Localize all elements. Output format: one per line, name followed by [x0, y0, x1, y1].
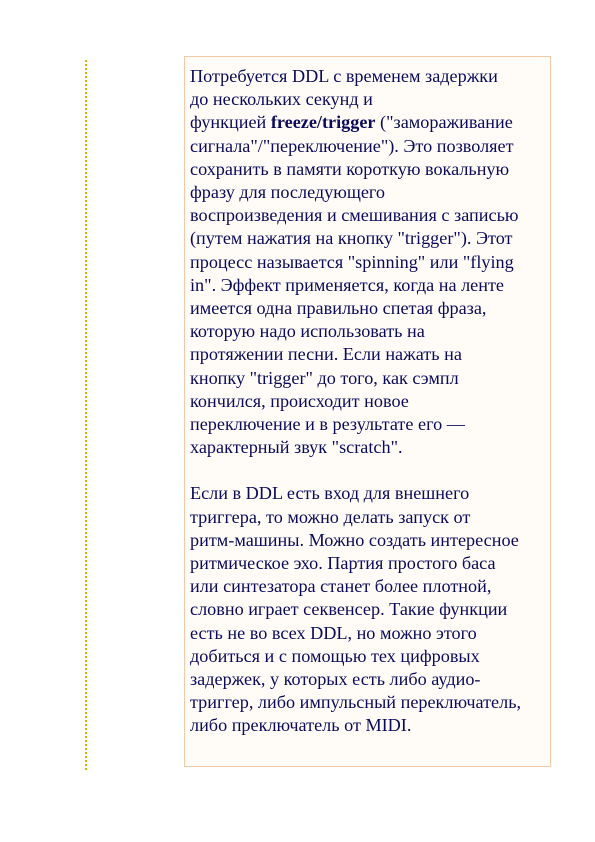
text-line: кончился, происходит новое — [190, 390, 409, 411]
text-line: фразу для последующего — [190, 182, 386, 203]
text-line: сигнала"/"переключение"). Это позволяет — [190, 135, 514, 156]
paragraph-1 — [190, 65, 546, 459]
text-line: процесс называется "spinning" или "flying — [190, 251, 514, 272]
text-line: (путем нажатия на кнопку "trigger"). Этот — [190, 228, 513, 249]
text-line: протяжении песни. Если нажать на — [190, 344, 462, 365]
text-line: которую надо использовать на — [190, 321, 425, 342]
text-segment: функцией — [190, 112, 271, 133]
text-line: или синтезатора станет более плотной, — [190, 576, 492, 597]
text-line: до нескольких секунд и — [190, 89, 373, 110]
text-segment: ("замораживание — [375, 112, 513, 133]
margin-dotted-rule — [85, 60, 87, 770]
paragraph-2 — [190, 482, 546, 737]
text-line: сохранить в памяти короткую вокальную — [190, 158, 510, 179]
text-line: имеется одна правильно спетая фраза, — [190, 298, 487, 319]
text-line: ритм-машины. Можно создать интересное — [190, 529, 519, 550]
text-line: кнопку "trigger" до того, как сэмпл — [190, 367, 459, 388]
text-line-with-term — [190, 111, 546, 134]
text-line: характерный звук "scratch". — [190, 437, 403, 458]
text-line: ритмическое эхо. Партия простого баса — [190, 553, 496, 574]
text-line: переключение и в результате его — — [190, 414, 465, 435]
text-line: задержек, у которых есть либо аудио- — [190, 669, 481, 690]
text-box — [184, 56, 551, 767]
text-line: триггера, то можно делать запуск от — [190, 506, 471, 527]
bold-term: freeze/trigger — [270, 112, 376, 133]
text-line: добиться и с помощью тех цифровых — [190, 645, 480, 666]
text-line: триггер, либо импульсный переключатель, — [190, 692, 522, 713]
text-line: словно играет секвенсер. Такие функции — [190, 599, 508, 620]
text-line: есть не во всех DDL, но можно этого — [190, 622, 477, 643]
text-line: Потребуется DDL с временем задержки — [190, 66, 498, 86]
text-line: in". Эффект применяется, когда на ленте — [190, 274, 504, 295]
text-line: Если в DDL есть вход для внешнего — [190, 483, 470, 504]
text-line: либо преключатель от MIDI. — [190, 715, 412, 736]
text-line: воспроизведения и смешивания с записью — [190, 205, 519, 226]
